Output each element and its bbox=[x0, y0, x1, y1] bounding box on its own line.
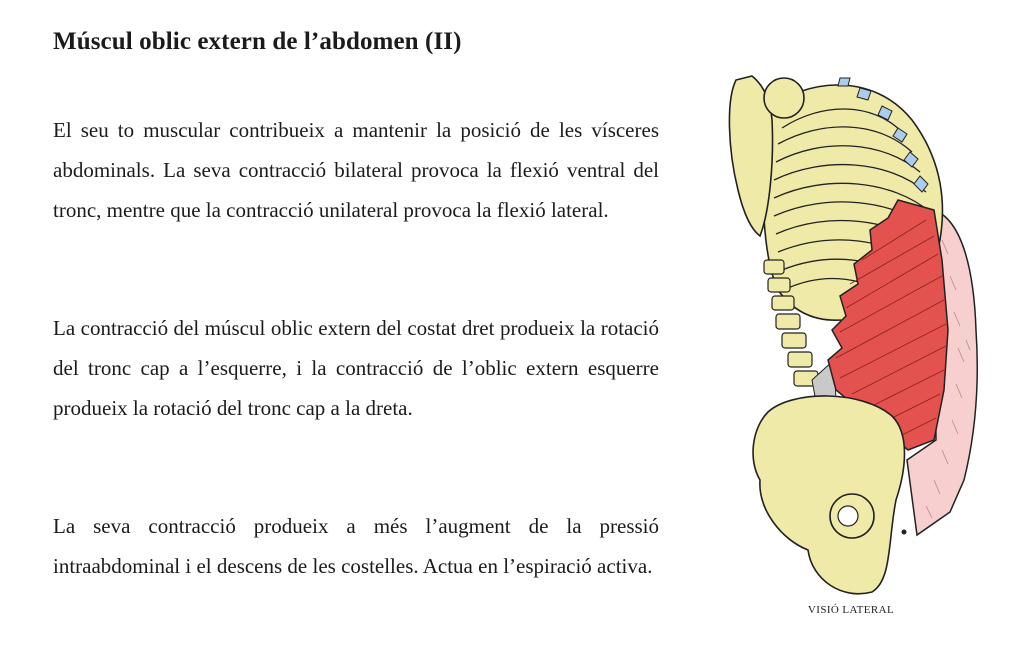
pelvis bbox=[753, 396, 904, 594]
figure-caption: VISIÓ LATERAL bbox=[807, 604, 895, 616]
obturator-foramen bbox=[838, 506, 858, 526]
pubic-tip bbox=[902, 530, 907, 535]
page-title: Múscul oblic extern de l’abdomen (II) bbox=[53, 28, 462, 55]
paragraph-tone-flexion: El seu to muscular contribueix a mantenir la posició de les vísceres abdominals. La seva contracció bilateral provoca la flexió ventral del tronc, mentre que la contracció unilateral provoca la flexió lateral. bbox=[53, 118, 659, 222]
paragraph-pressure-expiration: La seva contracció produeix a més l’augment de la pressió intraabdominal i el descens de les costelles. Actua en l’espiració activa. bbox=[53, 514, 659, 578]
torso-lateral-view-svg bbox=[712, 40, 1002, 600]
humeral-head bbox=[764, 78, 804, 118]
anatomy-illustration bbox=[712, 40, 1002, 600]
paragraph-rotation: La contracció del múscul oblic extern del costat dret produeix la rotació del tronc cap a l’esquerre, i la contracció de l’oblic extern esquerre produeix la rotació del tronc cap a la dreta. bbox=[53, 316, 659, 420]
